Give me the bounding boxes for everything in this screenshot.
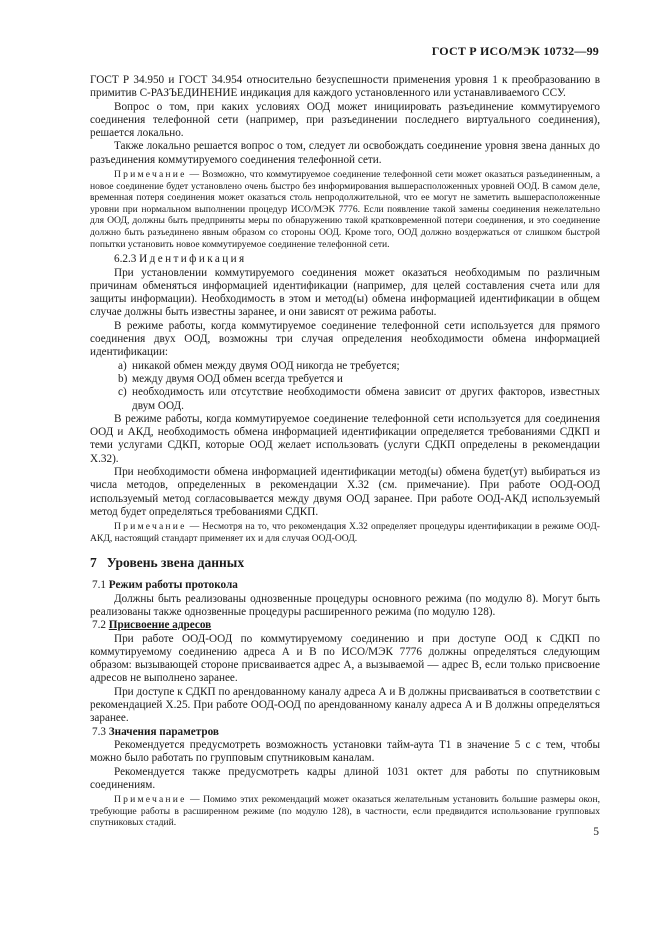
section-title: Уровень звена данных [106, 555, 245, 571]
cases-list [90, 360, 600, 413]
list-text: никакой обмен между двумя ООД никогда не требуется; [132, 359, 400, 372]
list-text: необходимость или отсутствие необходимости обмена зависит от других факторов, известных двум ООД. [132, 386, 600, 412]
note-label: Примечание [114, 521, 187, 533]
subsection-title: Режим работы протокола [108, 579, 238, 592]
paragraph: В режиме работы, когда коммутируемое соединение телефонной сети используется для прямого соединения двух ООД, возможны три случая определения необходимости обмена информацией идентификации: [90, 319, 600, 359]
subsection-number: 7.3 [92, 725, 106, 738]
paragraph: Рекомендуется предусмотреть возможность установки тайм-аута Т1 в значение 5 с с тем, чтобы можно было работать по групповым спутниковым каналам. [90, 738, 600, 765]
subsection-heading [92, 619, 600, 632]
paragraph: При доступе к СДКП по арендованному каналу адреса А и В должны присваиваться в соответствии с рекомендацией X.25. При работе ООД-ООД по арендованному каналу адреса А и В должны определяться заранее. [90, 685, 600, 725]
note-text: — Несмотря на то, что рекомендация X.32 определяет процедуры идентификации в режиме ООД-АКД, настоящий стандарт применяет их и для случая ООД-ООД. [90, 521, 600, 544]
list-marker: b) [118, 372, 128, 385]
note-label: Примечание [114, 794, 187, 806]
paragraph: При установлении коммутируемого соединения может оказаться необходимым по различным причинам обменяться информацией идентификации (например, для целей составления счета или для защиты информации). Необходимость в этом и метод(ы) обмена информацией идентификации в общем случае должны быть известны заранее, и они зависят от режима работы. [90, 266, 600, 319]
subsection-heading [114, 253, 600, 266]
list-item [90, 386, 600, 413]
note-text: — Возможно, что коммутируемое соединение телефонной сети может оказаться разъединенным, а новое соединение будет установлено очень быстро без информирования вышерасположенных уровней ООД. В самом деле, временная потеря соединения может оказаться столь непродолжительной, что ее могут не заметить вышерасположенные уровни при нормальном выполнении процедур ИСО/МЭК 7776. Если появление такой замены соединения нежелательно для ООД, должны быть предприняты меры по обнаружению такой кратковременной потери соединения, и это соединение должно быть разъединено явным образом со стороны ООД. Кроме того, ООД должно воздержаться от слишком быстрой попытки установить новое коммутируемое соединение телефонной сети. [90, 169, 600, 250]
subsection-title: Идентификация [139, 253, 247, 266]
paragraph: ГОСТ Р 34.950 и ГОСТ 34.954 относительно безуспешности применения уровня 1 к преобразованию в примитив С-РАЗЪЕДИНЕНИЕ индикация для каждого установленного или устанавливаемого ССУ. [90, 74, 600, 100]
paragraph: В режиме работы, когда коммутируемое соединение телефонной сети используется для соединения ООД и АКД, необходимость обмена информацией идентификации определяется требованиями СДКП и теми услугами СДКП, которые ООД желает использовать (услуги СДКП определены в рекомендации X.32). [90, 412, 600, 465]
note-label: Примечание [114, 169, 187, 181]
paragraph: Должны быть реализованы однозвенные процедуры основного режима (по модулю 8). Могут быть реализованы также однозвенные процедуры расширенного режима (по модулю 128). [90, 592, 600, 618]
paragraph: Также локально решается вопрос о том, следует ли освобождать соединение уровня звена данных до разъединения коммутируемого соединения телефонной сети. [90, 140, 600, 166]
section-number: 7 [90, 555, 97, 571]
list-marker: c) [118, 386, 127, 399]
subsection-heading [92, 726, 600, 739]
subsection-title: Значения параметров [108, 725, 219, 738]
list-marker: a) [118, 359, 127, 372]
document-body [90, 74, 600, 832]
subsection-number: 6.2.3 [114, 253, 137, 266]
subsection-heading [92, 579, 600, 592]
note-text: — Помимо этих рекомендаций может оказаться желательным установить большие размеры окон, требующие работы в расширенном режиме (по модулю 128), в частности, если предвидится использование групповых спутниковых стадий. [90, 794, 600, 829]
note [90, 169, 600, 250]
paragraph: Рекомендуется также предусмотреть кадры длиной 1031 октет для работы по спутниковым соединениям. [90, 765, 600, 791]
paragraph: При необходимости обмена информацией идентификации метод(ы) обмена будет(ут) выбираться из числа методов, определенных в рекомендации X.32 (см. примечание). При работе ООД-ООД используемый метод согласовывается между двумя ООД заранее. При работе ООД-АКД используемый метод будет определяться требованиями СДКП. [90, 465, 600, 518]
note [90, 521, 600, 544]
list-item [90, 373, 600, 386]
list-text: между двумя ООД обмен всегда требуется и [132, 372, 343, 385]
paragraph: При работе ООД-ООД по коммутируемому соединению и при доступе ООД к СДКП по коммутируемому соединению адреса А и В по ИСО/МЭК 7776 должны определяться следующим образом: вызывающей стороне присваивается адрес А, а вызываемой — адрес В, если только присвоение адресов не выполнено заранее. [90, 632, 600, 685]
note [90, 794, 600, 829]
document-header: ГОСТ Р ИСО/МЭК 10732—99 [431, 44, 599, 58]
page-number: 5 [593, 826, 599, 838]
subsection-number: 7.2 [92, 619, 106, 632]
list-item [90, 360, 600, 373]
section-heading [90, 555, 600, 570]
subsection-number: 7.1 [92, 579, 106, 592]
subsection-title: Присвоение адресов [108, 619, 212, 632]
paragraph: Вопрос о том, при каких условиях ООД может инициировать разъединение коммутируемого соединения телефонной сети (например, при разъединении последнего виртуального соединения), решается локально. [90, 100, 600, 140]
